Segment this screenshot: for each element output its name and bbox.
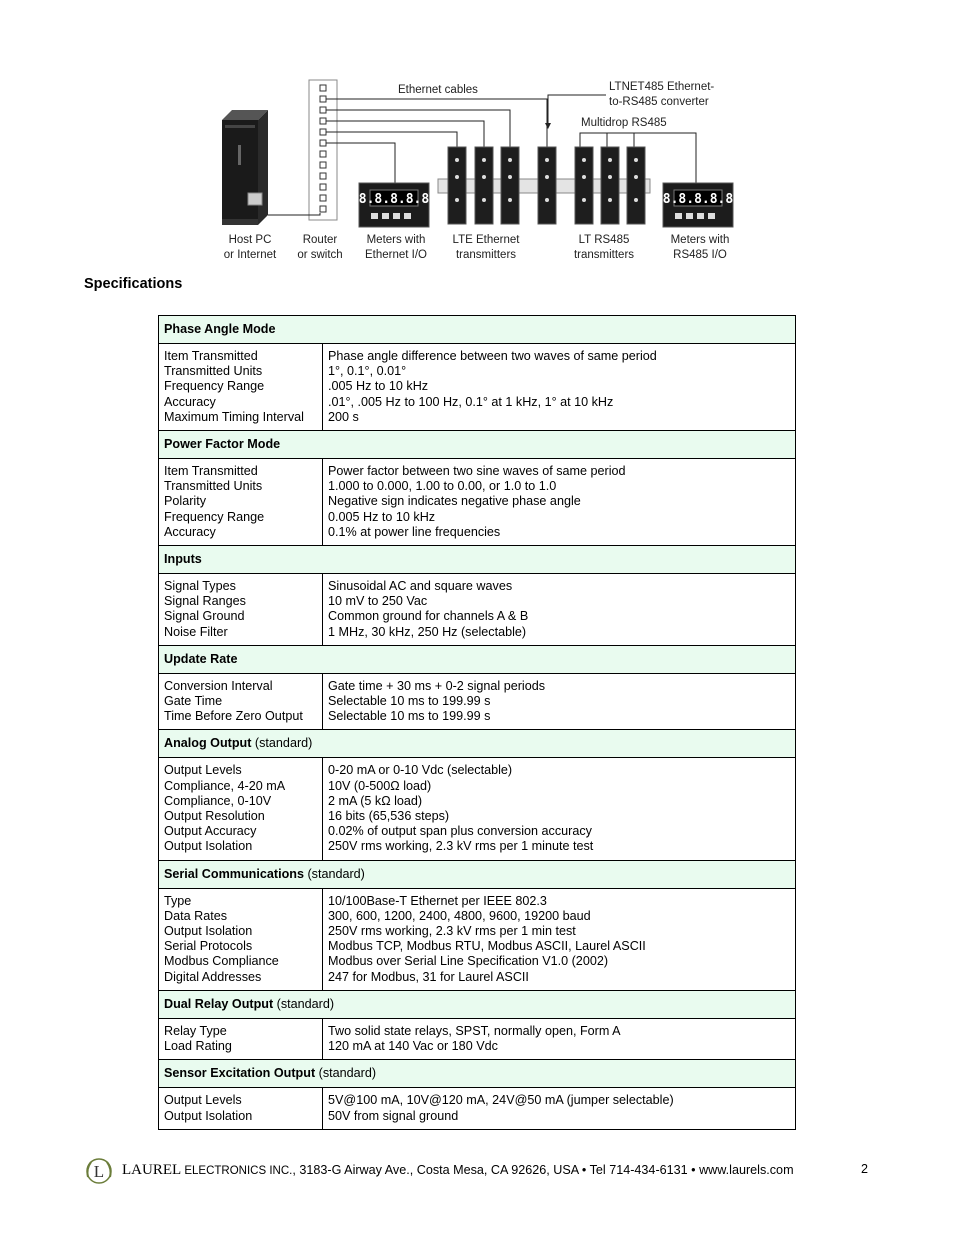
section-header xyxy=(159,860,796,888)
ethernet-cables-label: Ethernet cables xyxy=(398,84,478,96)
spec-label-cell xyxy=(159,758,323,860)
spec-value: Gate time + 30 ms + 0-2 signal periods xyxy=(328,678,546,693)
footer-company: ELECTRONICS INC. xyxy=(181,1165,293,1177)
section-header-row xyxy=(159,990,796,1018)
spec-value-cell xyxy=(323,574,796,646)
spec-label-cell xyxy=(159,673,323,730)
spec-label: Compliance, 4-20 mA xyxy=(164,778,286,793)
spec-label: Item Transmitted xyxy=(164,464,258,479)
spec-label: Relay Type xyxy=(164,1023,227,1038)
section-header xyxy=(159,431,796,459)
spec-value: 2 mA (5 kΩ load) xyxy=(328,793,423,808)
section-title-suffix: (standard) xyxy=(273,996,335,1011)
host-pc-label: Host PC or Internet xyxy=(223,234,277,261)
section-header-row xyxy=(159,730,796,758)
spec-label: Load Rating xyxy=(164,1039,232,1054)
spec-label-cell xyxy=(159,459,323,546)
spec-value: 10 mV to 250 Vac xyxy=(328,594,428,609)
spec-value: Two solid state relays, SPST, normally open, Form A xyxy=(328,1023,621,1038)
spec-value: 247 for Modbus, 31 for Laurel ASCII xyxy=(328,969,529,984)
spec-value: Sinusoidal AC and square waves xyxy=(328,579,513,594)
section-title: Power Factor Mode xyxy=(164,437,281,452)
spec-label: Accuracy xyxy=(164,524,216,539)
spec-label: Digital Addresses xyxy=(164,969,262,984)
page-number: 2 xyxy=(861,1162,869,1176)
section-header xyxy=(159,546,796,574)
spec-label-cell xyxy=(159,574,323,646)
spec-value-cell xyxy=(323,459,796,546)
footer-tel: Tel 714-434-6131 xyxy=(589,1163,688,1177)
router-label: Router or switch xyxy=(297,234,343,261)
spec-value: 16 bits (65,536 steps) xyxy=(328,809,450,824)
spec-value: Modbus over Serial Line Specification V1.0 (2002) xyxy=(328,954,609,969)
spec-value: Power factor between two sine waves of same period xyxy=(328,464,626,479)
meters-rs485-label: Meters with RS485 I/O xyxy=(670,234,730,261)
spec-value-cell xyxy=(323,344,796,431)
section-title: Analog Output xyxy=(164,736,252,751)
spec-value-cell xyxy=(323,1088,796,1129)
footer-brand: LAUREL xyxy=(122,1162,182,1178)
section-body-row xyxy=(159,1088,796,1129)
spec-label: Signal Ranges xyxy=(164,594,246,609)
spec-label: Output Accuracy xyxy=(164,824,257,839)
section-body-row xyxy=(159,758,796,860)
spec-value: 5V@100 mA, 10V@120 mA, 24V@50 mA (jumper selectable) xyxy=(328,1093,674,1108)
section-body-row xyxy=(159,888,796,990)
spec-value: 200 s xyxy=(328,409,359,424)
spec-value: Phase angle difference between two waves of same period xyxy=(328,349,657,363)
meters-ethernet-label: Meters with Ethernet I/O xyxy=(364,234,427,261)
spec-label-cell xyxy=(159,888,323,990)
section-header-row xyxy=(159,546,796,574)
page-footer xyxy=(82,1155,882,1189)
spec-value: 0.005 Hz to 10 kHz xyxy=(328,509,436,524)
lte-transmitters-label: LTE Ethernet transmitters xyxy=(452,234,520,261)
spec-value: 120 mA at 140 Vac or 180 Vdc xyxy=(328,1039,498,1054)
section-header xyxy=(159,316,796,344)
spec-label: Serial Protocols xyxy=(164,939,253,954)
section-title-suffix: (standard) xyxy=(251,736,313,751)
spec-value: .01°, .005 Hz to 100 Hz, 0.1° at 1 kHz, 1° at 10 kHz xyxy=(328,394,614,409)
spec-value: 10/100Base-T Ethernet per IEEE 802.3 xyxy=(328,893,547,908)
section-title: Dual Relay Output xyxy=(164,996,274,1011)
spec-value: Selectable 10 ms to 199.99 s xyxy=(328,694,491,709)
meter-display-right: 8.8.8.8.8 xyxy=(662,192,734,207)
spec-label: Frequency Range xyxy=(164,509,265,524)
multidrop-label: Multidrop RS485 xyxy=(581,117,667,129)
spec-label: Output Isolation xyxy=(164,1108,253,1123)
meter-ethernet-image xyxy=(359,183,430,227)
section-header-row xyxy=(159,1060,796,1088)
system-diagram xyxy=(210,75,750,265)
section-body-row xyxy=(159,459,796,546)
footer-bullet-2: • xyxy=(687,1163,700,1177)
section-title: Sensor Excitation Output xyxy=(164,1066,316,1081)
spec-label: Time Before Zero Output xyxy=(164,709,303,724)
spec-label-cell xyxy=(159,1088,323,1129)
spec-label: Output Isolation xyxy=(164,924,253,939)
spec-label: Accuracy xyxy=(164,394,216,409)
spec-value: 0-20 mA or 0-10 Vdc (selectable) xyxy=(328,763,513,778)
spec-value-cell xyxy=(323,758,796,860)
spec-label: Maximum Timing Interval xyxy=(164,409,304,424)
spec-value: 50V from signal ground xyxy=(328,1108,459,1123)
spec-label: Transmitted Units xyxy=(164,364,263,379)
spec-label: Polarity xyxy=(164,494,206,509)
laurel-logo-icon xyxy=(82,1155,116,1189)
section-header xyxy=(159,645,796,673)
spec-value-cell xyxy=(323,1018,796,1059)
section-header-row xyxy=(159,860,796,888)
spec-label: Compliance, 0-10V xyxy=(164,793,272,808)
spec-label: Transmitted Units xyxy=(164,479,263,494)
host-pc-image xyxy=(222,110,268,225)
meter-display-left: 8.8.8.8.8 xyxy=(358,192,430,207)
spec-value: Selectable 10 ms to 199.99 s xyxy=(328,709,491,724)
section-header-row xyxy=(159,316,796,344)
section-header xyxy=(159,1060,796,1088)
spec-label: Signal Ground xyxy=(164,609,245,624)
spec-value-cell xyxy=(323,888,796,990)
spec-value: 1°, 0.1°, 0.01° xyxy=(328,364,407,379)
converter-label-line1: LTNET485 Ethernet- xyxy=(609,81,715,93)
footer-address: , 3183-G Airway Ave., Costa Mesa, CA 92626, USA xyxy=(292,1163,579,1177)
spec-label-cell xyxy=(159,344,323,431)
spec-value: Negative sign indicates negative phase angle xyxy=(328,494,581,509)
section-body-row xyxy=(159,344,796,431)
page-title: Specifications xyxy=(84,276,183,292)
spec-value: 250V rms working, 2.3 kV rms per 1 minute test xyxy=(328,839,594,854)
spec-label: Item Transmitted xyxy=(164,349,258,363)
section-header xyxy=(159,730,796,758)
section-title: Phase Angle Mode xyxy=(164,322,276,336)
meter-rs485-image xyxy=(663,183,734,227)
footer-contact xyxy=(122,1162,794,1179)
spec-label: Output Levels xyxy=(164,1093,242,1108)
spec-label: Modbus Compliance xyxy=(164,954,279,969)
converter-label-line2: to-RS485 converter xyxy=(609,96,709,108)
spec-value: 10V (0-500Ω load) xyxy=(328,778,432,793)
spec-label: Output Levels xyxy=(164,763,242,778)
spec-label: Frequency Range xyxy=(164,379,265,394)
spec-label: Output Resolution xyxy=(164,809,265,824)
spec-label: Signal Types xyxy=(164,579,236,594)
footer-bullet-1: • xyxy=(578,1163,590,1177)
spec-value: .005 Hz to 10 kHz xyxy=(328,379,429,394)
section-title: Update Rate xyxy=(164,651,238,666)
spec-value-cell xyxy=(323,673,796,730)
spec-label-cell xyxy=(159,1018,323,1059)
logo-letter: L xyxy=(93,1162,105,1181)
spec-value: Modbus TCP, Modbus RTU, Modbus ASCII, Laurel ASCII xyxy=(328,939,646,954)
section-title: Inputs xyxy=(164,552,202,567)
spec-label: Conversion Interval xyxy=(164,678,273,693)
spec-value: Common ground for channels A & B xyxy=(328,609,529,624)
spec-label: Gate Time xyxy=(164,694,223,709)
spec-value: 1 MHz, 30 kHz, 250 Hz (selectable) xyxy=(328,624,527,639)
section-header xyxy=(159,990,796,1018)
section-title: Serial Communications xyxy=(164,866,304,881)
section-body-row xyxy=(159,673,796,730)
spec-value: 0.1% at power line frequencies xyxy=(328,524,501,539)
section-body-row xyxy=(159,574,796,646)
footer-website-link[interactable]: www.laurels.com xyxy=(699,1163,794,1177)
spec-label: Data Rates xyxy=(164,908,227,923)
section-title-suffix: (standard) xyxy=(315,1066,377,1081)
spec-label: Type xyxy=(164,893,192,908)
spec-value: 250V rms working, 2.3 kV rms per 1 min test xyxy=(328,924,576,939)
lt-rs485-label: LT RS485 transmitters xyxy=(573,234,635,261)
spec-value: 0.02% of output span plus conversion accuracy xyxy=(328,824,592,839)
spec-value: 1.000 to 0.000, 1.00 to 0.00, or 1.0 to 1.0 xyxy=(328,479,557,494)
spec-value: 300, 600, 1200, 2400, 4800, 9600, 19200 baud xyxy=(328,908,591,923)
section-header-row xyxy=(159,431,796,459)
section-header-row xyxy=(159,645,796,673)
section-body-row xyxy=(159,1018,796,1059)
specifications-table xyxy=(158,315,796,1130)
spec-label: Noise Filter xyxy=(164,624,228,639)
section-title-suffix: (standard) xyxy=(303,866,365,881)
spec-label: Output Isolation xyxy=(164,839,253,854)
